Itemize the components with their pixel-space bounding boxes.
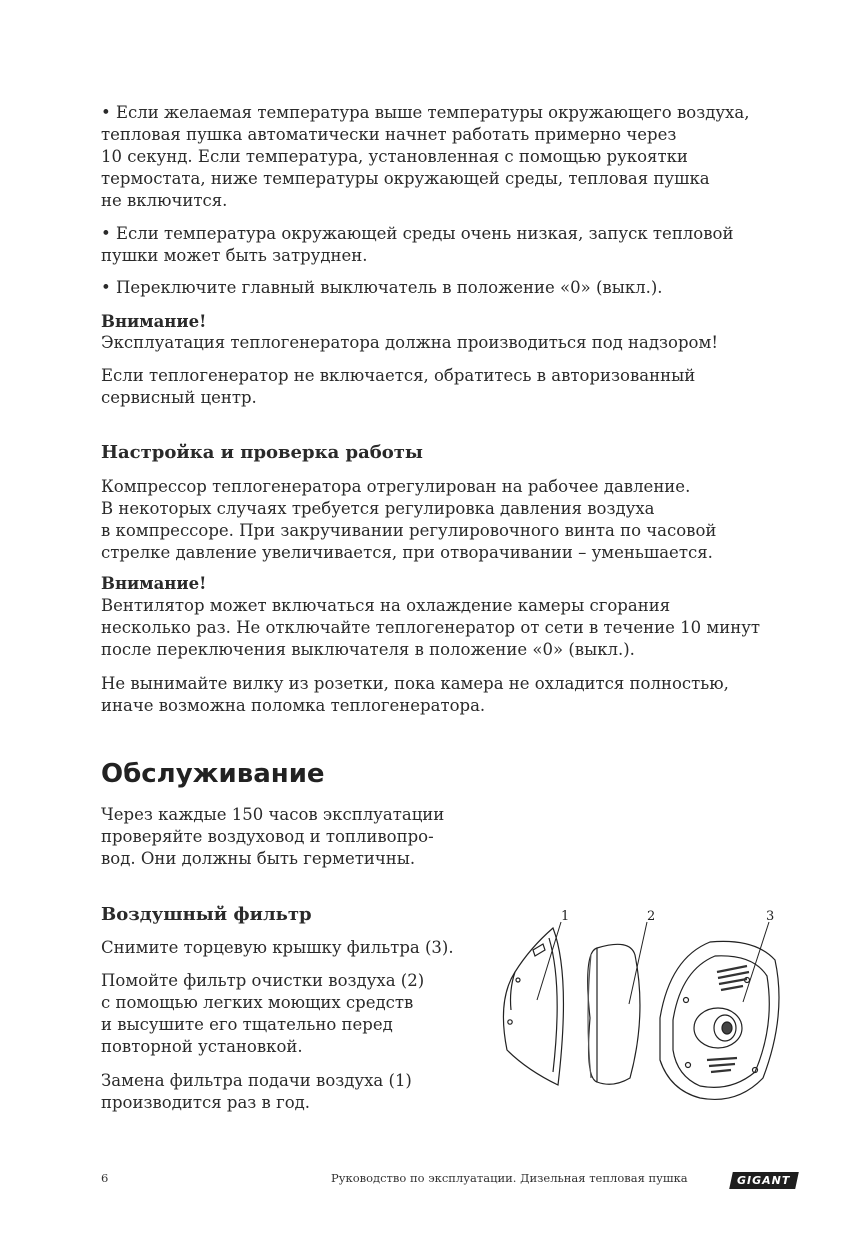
setup-heading: Настройка и проверка работы [101,442,423,463]
logo-text: GIGANT [737,1174,791,1187]
air-filter-step-remove-cover: Снимите торцевую крышку фильтра (3). [101,938,454,957]
air-filter-diagram [485,900,795,1115]
warning-fan-text: Вентилятор может включаться на охлаждение камеры сгорания несколько раз. Не отключайте теплогенератор от сети в течение 10 минут после переключения выключателя в положение «0» (выкл.). [101,596,761,659]
service-center-note: Если теплогенератор не включается, обратитесь в авторизованный сервисный центр. [101,366,696,407]
unplug-note: Не вынимайте вилку из розетки, пока камера не охладится полностью, иначе возможна поломка теплогенератора. [101,674,729,715]
setup-text: Компрессор теплогенератора отрегулирован на рабочее давление. В некоторых случаях требуется регулировка давления воздуха в компрессоре. При закручивании регулировочного винта по часовой стрелке давление увеличивается, при отворачивании – уменьшается. [101,477,717,562]
air-filter-step-wash: Помойте фильтр очистки воздуха (2) с помощью легких моющих средств и высушите его тщательно перед повторной установкой. [101,971,425,1056]
air-filter-heading: Воздушный фильтр [101,904,312,925]
filter-element-part-2 [588,944,640,1084]
bullet-main-switch: • Переключите главный выключатель в положение «0» (выкл.). [101,278,663,297]
page-number: 6 [101,1171,109,1185]
bullet-auto-start: • Если желаемая температура выше температуры окружающего воздуха, тепловая пушка автоматически начнет работать примерно через 10 секунд. Если температура, установленная с помощью рукоятки термостата, ниже температуры окружающей среды, тепловая пушка не включится. [101,103,750,210]
air-filter-step-replace: Замена фильтра подачи воздуха (1) производится раз в год. [101,1071,412,1112]
figure-label-2: 2 [647,909,656,924]
inlet-cover-part-1 [503,928,563,1085]
warning-supervision-text: Эксплуатация теплогенератора должна производиться под надзором! [101,333,718,352]
warning-title: Внимание! [101,312,207,331]
maintenance-text: Через каждые 150 часов эксплуатации проверяйте воздуховод и топливопро- вод. Они должны быть герметичны. [101,805,445,868]
footer-manual-title: Руководство по эксплуатации. Дизельная тепловая пушка [331,1171,688,1185]
figure-label-1: 1 [561,909,570,924]
maintenance-heading: Обслуживание [101,759,325,789]
gigant-logo [729,1172,799,1189]
bullet-low-temperature: • Если температура окружающей среды очень низкая, запуск тепловой пушки может быть затруднен. [101,224,734,265]
warning-title: Внимание! [101,574,207,593]
figure-label-3: 3 [766,909,775,924]
end-cap-part-3 [660,941,779,1099]
